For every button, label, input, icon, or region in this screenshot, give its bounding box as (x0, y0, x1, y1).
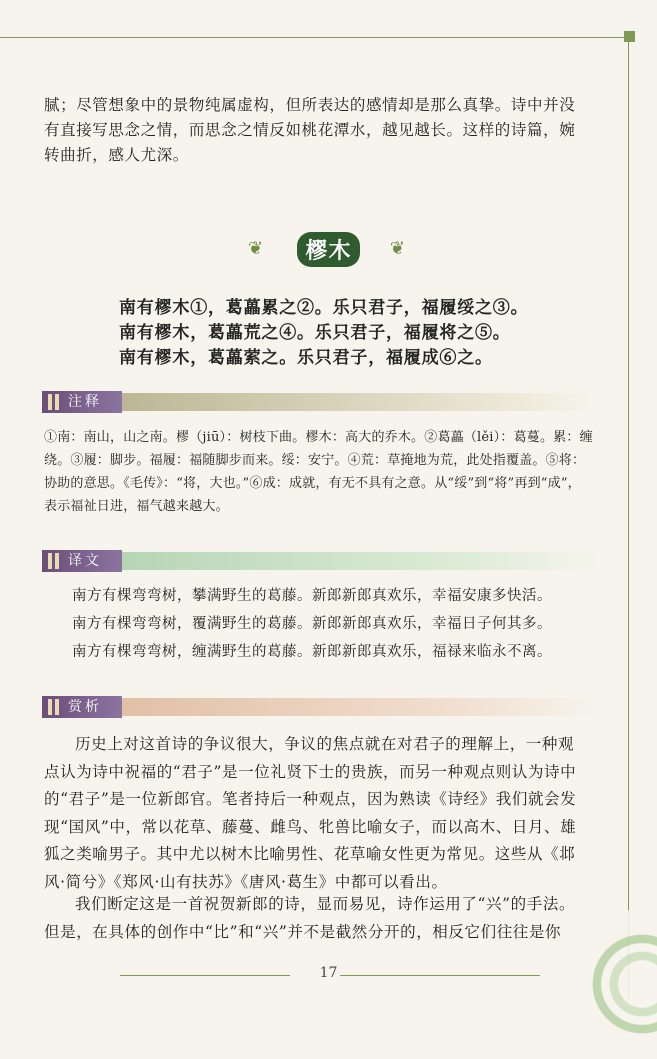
poem-text (119, 296, 539, 371)
analysis-band (122, 698, 597, 716)
notes-band (122, 393, 597, 411)
poem-title: 樛木 (297, 232, 359, 267)
notes-header (42, 391, 597, 413)
right-swirl-icon: ❦ (389, 238, 405, 259)
analysis-header (42, 696, 597, 718)
left-swirl-icon: ❦ (248, 238, 264, 259)
translation-band (122, 552, 597, 570)
poem-line: 南有樛木，葛藟荒之④。乐只君子，福履将之⑤。 (119, 323, 511, 343)
page-number: 17 (319, 965, 338, 981)
corner-square-ornament (624, 31, 635, 42)
right-border-line (628, 37, 629, 999)
footer-line-right (340, 975, 540, 976)
translation-header (42, 550, 597, 572)
translation-text (72, 582, 592, 666)
poem-line: 南有樛木，葛藟萦之。乐只君子，福履成⑥之。 (119, 348, 493, 368)
notes-label: 注释 (42, 391, 122, 413)
poem-line: 南有樛木①，葛藟累之②。乐只君子，福履绥之③。 (119, 298, 529, 318)
translation-label: 译文 (42, 550, 122, 572)
analysis-paragraph-1: 历史上对这首诗的争议很大，争议的焦点就在对君子的理解上，一种观点认为诗中祝福的“君子”是一位礼贤下士的贵族，而另一种观点则认为诗中的“君子”是一位新郎官。笔者持后一种观点，因为熟读《诗经》我们就会发现“国风”中，常以花草、藤蔓、雌鸟、牝兽比喻女子，而以高木、日月、雄狐之类喻男子。其中尤以树木比喻男性、花草喻女性更为常见。这些从《邶风·简兮》《郑风·山有扶苏》《唐风·葛生》中都可以看出。 (44, 735, 577, 891)
poem-title-block (0, 230, 657, 268)
analysis-paragraph-2: 我们断定这是一首祝贺新郎的诗，显而易见，诗作运用了“兴”的手法。但是，在具体的创作中“比”和“兴”并不是截然分开的，相反它们往往是你 (44, 895, 576, 941)
intro-paragraph: 腻；尽管想象中的景物纯属虚构，但所表达的感情却是那么真挚。诗中并没有直接写思念之情，而思念之情反如桃花潭水，越见越长。这样的诗篇，婉转曲折，感人尤深。 (44, 96, 576, 164)
analysis-label: 赏析 (42, 696, 122, 718)
top-border-line (0, 37, 628, 38)
translation-line: 南方有棵弯弯树，缠满野生的葛藤。新郎新郎真欢乐，福禄来临永不离。 (72, 644, 552, 660)
translation-line: 南方有棵弯弯树，攀满野生的葛藤。新郎新郎真欢乐，幸福安康多快活。 (72, 588, 552, 604)
translation-line: 南方有棵弯弯树，覆满野生的葛藤。新郎新郎真欢乐，幸福日子何其多。 (72, 616, 552, 632)
notes-text: ①南：南山，山之南。樛（jiū）：树枝下曲。樛木：高大的乔木。②葛藟（lěi）：葛蔓。累：缠绕。③履：脚步。福履：福随脚步而来。绥：安宁。④荒：草掩地为荒，此处指覆盖。⑤将：协助的意思。《毛传》：“将，大也。”⑥成：成就，有无不具有之意。从“绥”到“将”再到“成”，表示福祉日进，福气越来越大。 (44, 430, 593, 514)
